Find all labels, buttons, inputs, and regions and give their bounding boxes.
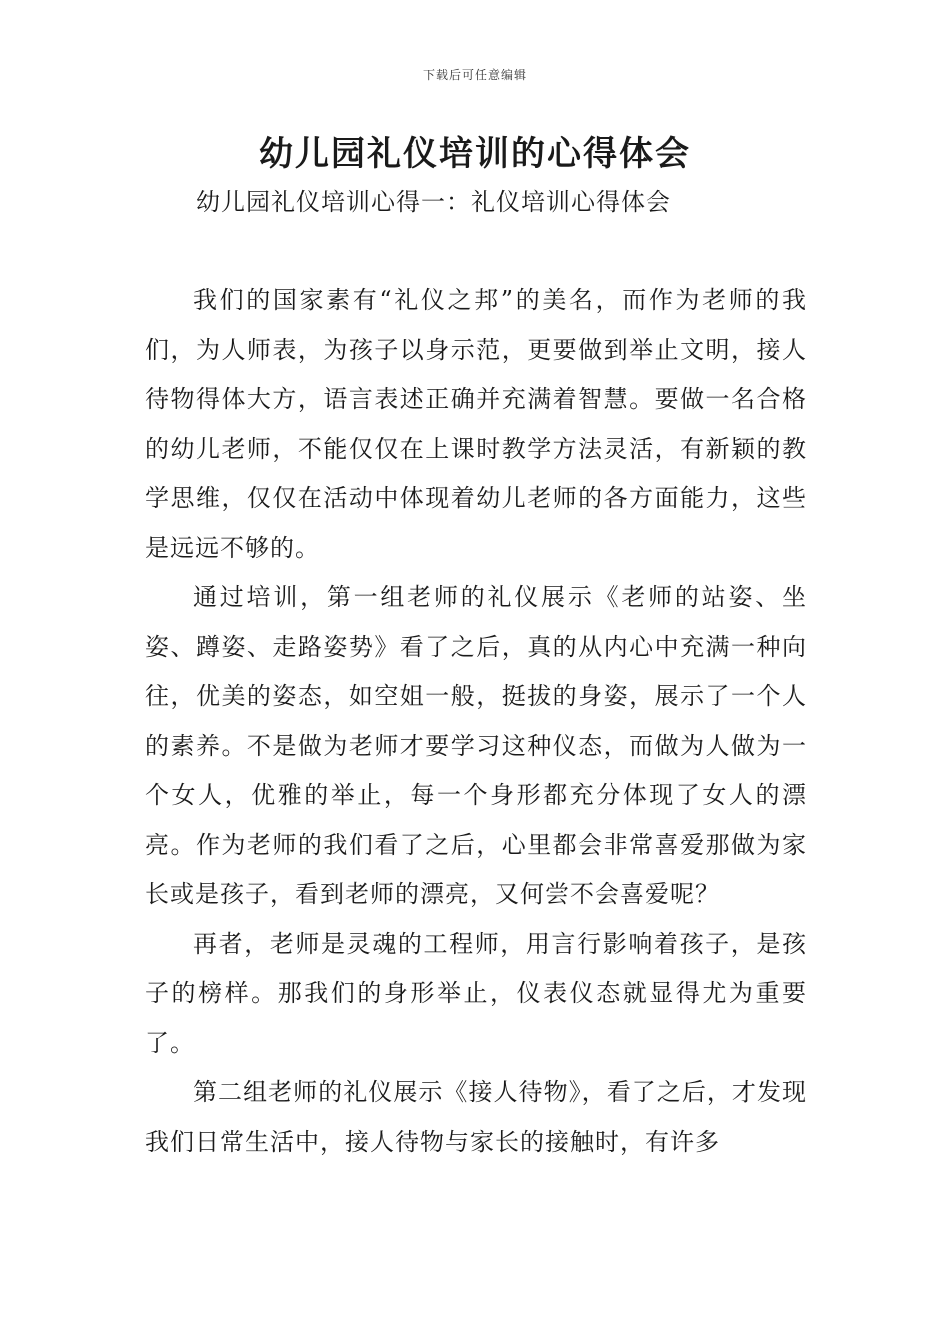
paragraph: 第二组老师的礼仪展示《接人待物》，看了之后，才发现我们日常生活中，接人待物与家长的接触时，有许多: [145, 1078, 807, 1156]
document-subtitle: 幼儿园礼仪培训心得一：礼仪培训心得体会: [196, 188, 671, 216]
paragraph: 再者，老师是灵魂的工程师，用言行影响着孩子，是孩子的榜样。那我们的身形举止，仪表仪态就显得尤为重要了。: [145, 929, 807, 1057]
paragraph: 通过培训，第一组老师的礼仪展示《老师的站姿、坐姿、蹲姿、走路姿势》看了之后，真的从内心中充满一种向往，优美的姿态，如空姐一般，挺拔的身姿，展示了一个人的素养。不是做为老师才要学习这种仪态，而做为人做为一个女人，优雅的举止，每一个身形都充分体现了女人的漂亮。作为老师的我们看了之后，心里都会非常喜爱那做为家长或是孩子，看到老师的漂亮，又何尝不会喜爱呢？: [145, 583, 807, 908]
document-title: 幼儿园礼仪培训的心得体会: [259, 134, 691, 174]
header-note: 下载后可任意编辑: [422, 68, 527, 82]
paragraph: 我们的国家素有“礼仪之邦”的美名，而作为老师的我们，为人师表，为孩子以身示范，更要做到举止文明，接人待物得体大方，语言表述正确并充满着智慧。要做一名合格的幼儿老师，不能仅仅在上课时教学方法灵活，有新颖的教学思维，仅仅在活动中体现着幼儿老师的各方面能力，这些是远远不够的。: [145, 286, 807, 562]
document-body: [145, 276, 807, 1167]
